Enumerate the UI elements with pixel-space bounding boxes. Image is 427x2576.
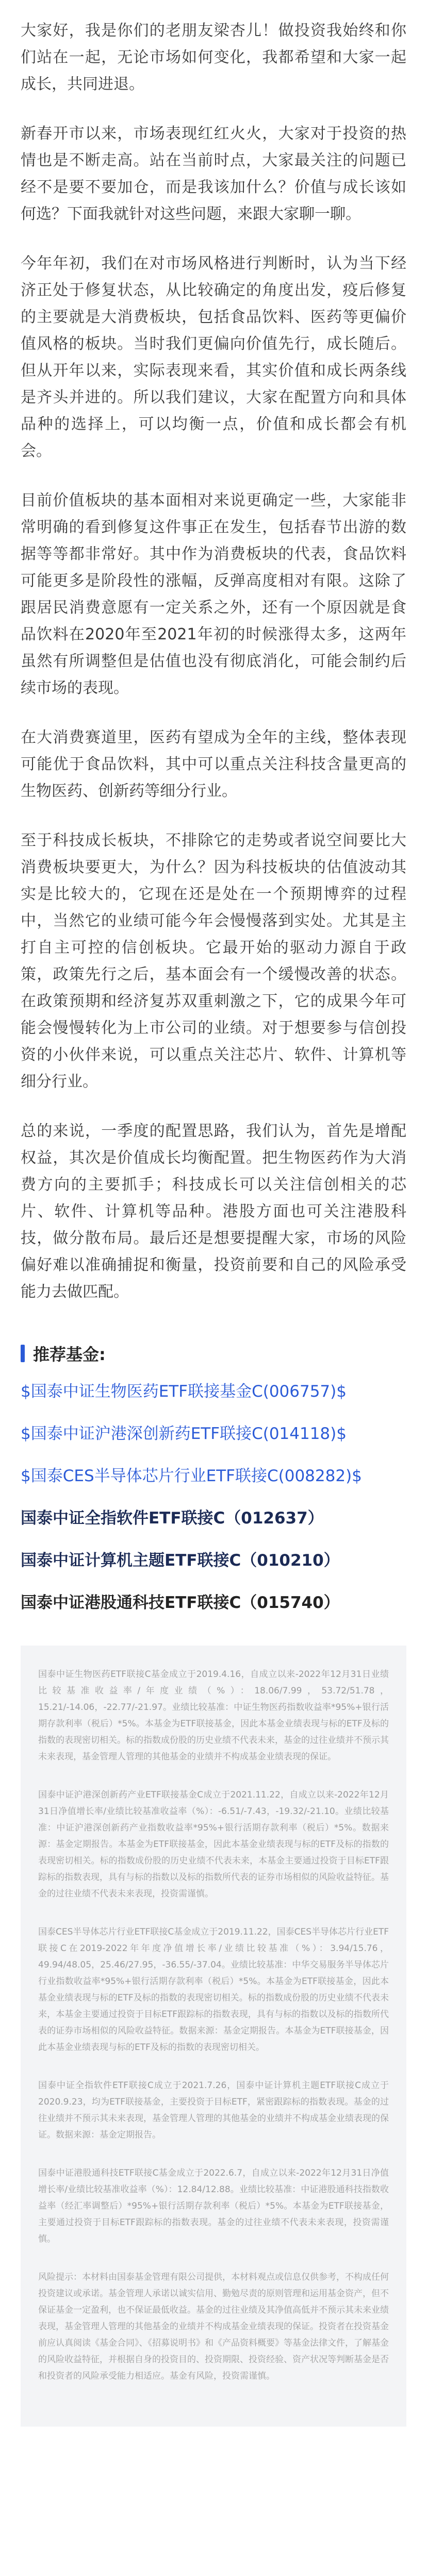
paragraph-3: 今年年初，我们在对市场风格进行判断时，认为当下经济正处于修复状态，从比较确定的角度出发，疫后修复的主要就是大消费板块，包括食品饮料、医药等更偏价值风格的板块。当时我们更偏向价值先行，成长随后。但从开年以来，实际表现来看，其实价值和成长两条线是齐头并进的。所以我们建议，大家在配置方向和具体品种的选择上，可以均衡一点，价值和成长都会有机会。 (21, 255, 406, 460)
disclaimer-software-computer: 国泰中证全指软件ETF联接C成立于2021.7.26，国泰中证计算机主题ETF联接C成立于2020.9.23，均为ETF联接基金，主要投资于目标ETF，紧密跟踪标的指数表现。基金的过往业绩并不预示其未来表现，基金管理人管理的其他基金的业绩并不构成基金业绩表现的保证。数据来源：基金定期报告。 (38, 2080, 389, 2140)
risk-warning: 风险提示：本材料由国泰基金管理有限公司提供，本材料观点或信息仅供参考，不构成任何投资建议或承诺。基金管理人承诺以诚实信用、勤勉尽责的原则管理和运用基金资产，但不保证基金一定盈利，也不保证最低收益。基金的过往业绩及其净值高低并不预示其未来业绩表现，基金管理人管理的其他基金的业绩并不构成基金业绩表现的保证。投资者在投资基金前应认真阅读《基金合同》、《招募说明书》和《产品资料概要》等基金法律文件，了解基金的风险收益特征，并根据自身的投资目的、投资期限、投资经验、资产状况等判断基金是否和投资者的风险承受能力相适应。基金有风险，投资需谨慎。 (38, 2272, 389, 2381)
disclaimer-box (21, 1646, 406, 2427)
heading-accent-bar (21, 1345, 25, 1362)
fund-computer: 国泰中证计算机主题ETF联接C（010210） (21, 1551, 340, 1570)
paragraph-7: 总的来说，一季度的配置思路，我们认为，首先是增配权益，其次是价值成长均衡配置。把生物医药作为大消费方向的主要抓手；科技成长可以关注信创相关的芯片、软件、计算机等品种。港股方面也可关注港股科技，做分散布局。最后还是想要提醒大家，市场的风险偏好难以准确捕捉和衡量，投资前要和自己的风险承受能力去做匹配。 (21, 1122, 406, 1301)
paragraph-2: 新春开市以来，市场表现红红火火，大家对于投资的热情也是不断走高。站在当前时点，大家最关注的问题已经不是要不要加仓，而是我该加什么？价值与成长该如何选？下面我就针对这些问题，来跟大家聊一聊。 (21, 125, 406, 223)
fund-hk-tech: 国泰中证港股通科技ETF联接C（015740） (21, 1594, 340, 1612)
recommended-funds-heading (21, 1342, 406, 1365)
paragraph-5: 在大消费赛道里，医药有望成为全年的主线，整体表现可能优于食品饮料，其中可以重点关注科技含量更高的生物医药、创新药等细分行业。 (21, 728, 406, 800)
paragraph-6: 至于科技成长板块，不排除它的走势或者说空间要比大消费板块要更大，为什么？因为科技板块的估值波动其实是比较大的，它现在还是处在一个预期博弈的过程中，当然它的业绩可能今年会慢慢落到实处。尤其是主打自主可控的信创板块。它最开始的驱动力源自于政策，政策先行之后，基本面会有一个缓慢改善的状态。在政策预期和经济复苏双重刺激之下，它的成果今年可能会慢慢转化为上市公司的业绩。对于想要参与信创投资的小伙伴来说，可以重点关注芯片、软件、计算机等细分行业。 (21, 832, 406, 1091)
heading-text: 推荐基金: (33, 1345, 106, 1364)
fund-link-biomedicine[interactable]: $国泰中证生物医药ETF联接基金C(006757)$ (21, 1382, 347, 1401)
intro-paragraph: 大家好，我是你们的老朋友梁杏儿！做投资我始终和你们站在一起，无论市场如何变化，我都希望和大家一起成长，共同进退。 (21, 22, 406, 93)
disclaimer-hk-tech: 国泰中证港股通科技ETF联接C基金成立于2022.6.7，自成立以来-2022年12月31日净值增长率/业绩比较基准收益率（%）：12.84/12.88。业绩比较基准：中证港股通科技指数收益率（经汇率调整后）*95%+银行活期存款利率（税后）*5%。本基金为ETF联接基金，主要通过投资于目标ETF跟踪标的指数表现。基金的过往业绩不代表未来表现，投资需谨慎。 (38, 2168, 389, 2244)
fund-software: 国泰中证全指软件ETF联接C（012637） (21, 1509, 324, 1528)
disclaimer-innovative-drug: 国泰中证沪港深创新药产业ETF联接基金C成立于2021.11.22，自成立以来-2022年12月31日净值增长率/业绩比较基准收益率（%）：-6.51/-7.43，-19.32/-21.10。业绩比较基准：中证沪港深创新药产业指数收益率*95%+银行活期存款利率（税后）*5%。数据来源：基金定期报告。本基金为ETF联接基金，因此本基金业绩表现与标的ETF及标的指数的表现密切相关。标的指数成份股的历史业绩不代表未来，本基金主要通过投资于目标ETF跟踪标的指数表现，具有与标的指数以及标的指数所代表的证券市场相似的风险收益特征。基金的过往业绩不代表未来表现，投资需谨慎。 (38, 1790, 389, 1899)
paragraph-4: 目前价值板块的基本面相对来说更确定一些，大家能非常明确的看到修复这件事正在发生，包括春节出游的数据等等都非常好。其中作为消费板块的代表，食品饮料可能更多是阶段性的涨幅，反弹高度相对有限。这除了跟居民消费意愿有一定关系之外，还有一个原因就是食品饮料在2020年至2021年初的时候涨得太多，这两年虽然有所调整但是估值也没有彻底消化，可能会制约后续市场的表现。 (21, 492, 406, 697)
disclaimer-biomedicine: 国泰中证生物医药ETF联接C基金成立于2019.4.16，自成立以来-2022年12月31日业绩比较基准收益率/年度业绩（%）：18.06/7.99，53.72/51.78，15.21/-14.06，-22.77/-21.97。业绩比较基准：中证生物医药指数收益率*95%+银行活期存款利率（税后）*5%。本基金为ETF联接基金，因此本基金业绩表现与标的ETF及标的指数的表现密切相关。标的指数成份股的历史业绩不代表未来，基金的过往业绩并不预示其未来表现，基金管理人管理的其他基金的业绩并不构成基金业绩表现的保证。 (38, 1669, 389, 1762)
fund-link-innovative-drug[interactable]: $国泰中证沪港深创新药ETF联接C(014118)$ (21, 1425, 347, 1443)
disclaimer-semiconductor: 国泰CES半导体芯片行业ETF联接C基金成立于2019.11.22，国泰CES半导体芯片行业ETF联接C在2019-2022年年度净值增长率/业绩比较基准（%）：3.94/15.76，49.94/48.05，25.46/27.95，-36.55/-37.04。业绩比较基准：中华交易服务半导体芯片行业指数收益率*95%+银行活期存款利率（税后）*5%。本基金为ETF联接基金，因此本基金业绩表现与标的ETF及标的指数的表现密切相关。标的指数成份股的历史业绩不代表未来，本基金主要通过投资于目标ETF跟踪标的指数表现，具有与标的指数以及标的指数所代表的证券市场相似的风险收益特征。数据来源：基金定期报告。本基金为ETF联接基金，因此本基金业绩表现与标的ETF及标的指数的表现密切相关。 (38, 1927, 389, 2053)
fund-link-semiconductor[interactable]: $国泰CES半导体芯片行业ETF联接C(008282)$ (21, 1467, 362, 1485)
fund-list (21, 1380, 406, 1615)
